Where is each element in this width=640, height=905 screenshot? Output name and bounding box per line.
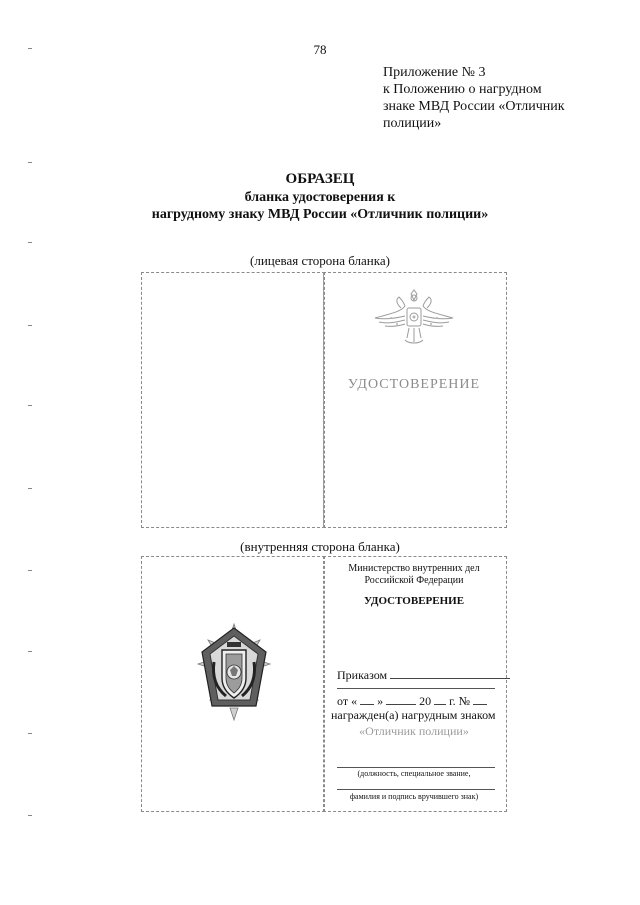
signature-rule-2: [337, 789, 495, 790]
scan-mark: [28, 815, 32, 816]
awarded-text: награжден(а) нагрудным знаком: [331, 708, 496, 722]
appendix-line-3: знаке МВД России «Отличник: [383, 99, 565, 114]
signature-caption-1: (должность, специальное звание,: [357, 769, 471, 778]
document-title: [0, 170, 640, 223]
order-blank: [390, 667, 510, 679]
order-label: Приказом: [337, 668, 388, 682]
appendix-line-1: Приложение № 3: [383, 65, 486, 80]
inside-side-caption: (внутренняя сторона бланка): [240, 539, 400, 554]
scan-mark: [28, 325, 32, 326]
appendix-note: [383, 64, 623, 132]
certificate-title: УДОСТОВЕРЕНИЕ: [363, 595, 465, 607]
day-blank: [360, 694, 374, 705]
month-blank: [386, 694, 416, 705]
otlichnik-policii-badge-icon: [196, 622, 272, 722]
appendix-line-4: полиции»: [383, 116, 442, 131]
scan-mark: [28, 651, 32, 652]
number-blank: [473, 694, 487, 705]
title-line-1: ОБРАЗЕЦ: [285, 171, 355, 187]
title-line-3: нагрудному знаку МВД России «Отличник полиции»: [151, 207, 489, 222]
year-blank: [434, 694, 446, 705]
cover-title: УДОСТОВЕРЕНИЕ: [347, 377, 481, 392]
scan-mark: [28, 488, 32, 489]
scan-mark: [28, 570, 32, 571]
date-line: [337, 694, 487, 709]
ministry-line-1: Министерство внутренних дел: [348, 563, 480, 574]
number-label: г. №: [449, 694, 471, 708]
appendix-line-2: к Положению о нагрудном: [383, 82, 542, 97]
scan-mark: [28, 733, 32, 734]
scan-mark: [28, 242, 32, 243]
page-number: 78: [313, 42, 327, 57]
double-headed-eagle-icon: [367, 288, 461, 348]
ministry-name: [323, 563, 505, 587]
scan-mark: [28, 48, 32, 49]
scan-mark: [28, 162, 32, 163]
badge-name: «Отличник полиции»: [359, 724, 469, 738]
signature-caption-2: фамилия и подпись вручившего знак): [349, 792, 479, 801]
date-from-label: от «: [337, 694, 358, 708]
blank-rule: [337, 688, 495, 689]
date-quote: »: [377, 694, 384, 708]
signature-rule-1: [337, 767, 495, 768]
scan-mark: [28, 405, 32, 406]
order-line: [337, 667, 510, 683]
ministry-line-2: Российской Федерации: [364, 575, 464, 586]
title-line-2: бланка удостоверения к: [244, 190, 396, 205]
front-side-caption: (лицевая сторона бланка): [250, 253, 390, 268]
date-year: 20: [419, 694, 432, 708]
front-left-panel: [141, 272, 325, 528]
